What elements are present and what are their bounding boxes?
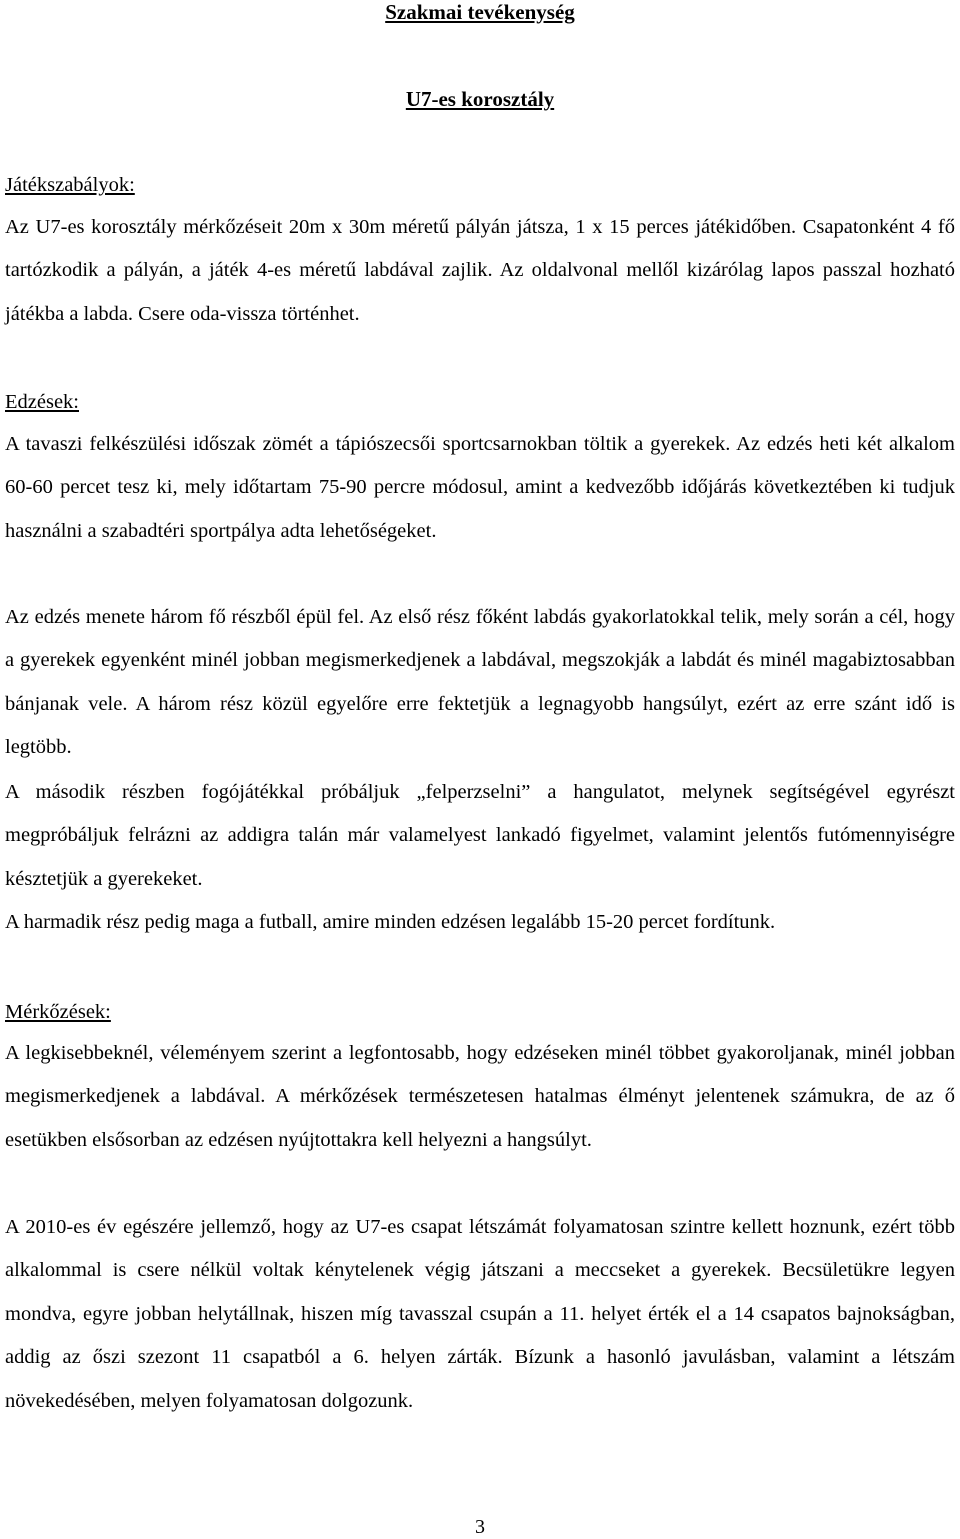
matches-paragraph-2: A 2010-es év egészére jellemző, hogy az U7-es csapat létszámát folyamatosan szintre kellett hoznunk, ezért több alkalommal is csere nélkül voltak kénytelenek végig játszani a meccseket a gyerekek. Becsületükre legyen mondva, egyre jobban helytállnak, hiszen míg tavasszal csupán a 11. helyet érték el a 14 csapatos bajnokságban, addig az őszi szezont 11 csapatból a 6. helyen zárták. Bízunk a hasonló javulásban, valamint a létszám növekedésében, melyen folyamatosan dolgozunk. xyxy=(5,1216,955,1412)
page-title: Szakmai tevékenység xyxy=(385,0,575,24)
matches-paragraph-1: A legkisebbeknél, véleményem szerint a legfontosabb, hogy edzéseken minél többet gyakoroljanak, minél jobban megismerkedjenek a labdával. A mérkőzések természetesen hatalmas élményt jelentenek számukra, de az ő esetükben elsősorban az edzésen nyújtottakra kell helyezni a hangsúlyt. xyxy=(5,1042,955,1151)
trainings-paragraph-1: A tavaszi felkészülési időszak zömét a tápiószecsői sportcsarnokban töltik a gyerekek. Az edzés heti két alkalom 60-60 percet tesz ki, mely időtartam 75-90 percre módosul, amint a kedvezőbb időjárás következtében ki tudjuk használni a szabadtéri sportpálya adta lehetőségeket. xyxy=(5,433,955,542)
trainings-paragraph-2: Az edzés menete három fő részből épül fel. Az első rész főként labdás gyakorlatokkal telik, mely során a cél, hogy a gyerekek egyenként minél jobban megismerkedjenek a labdával, megszokják a labdát és minél magabiztosabban bánjanak vele. A három rész közül egyelőre erre fektetjük a legnagyobb hangsúlyt, ezért az erre szánt idő is legtöbb. xyxy=(5,606,955,759)
trainings-paragraph-4: A harmadik rész pedig maga a futball, amire minden edzésen legalább 15-20 percet fordítunk. xyxy=(5,911,776,933)
page-number: 3 xyxy=(475,1516,485,1538)
section-heading-trainings: Edzések: xyxy=(5,391,79,413)
trainings-paragraph-3: A második részben fogójátékkal próbáljuk „felperzselni” a hangulatot, melynek segítségével egyrészt megpróbáljuk felrázni az addigra talán már valamelyest lankadó figyelmet, valamint jelentős futómennyiségre késztetjük a gyerekeket. xyxy=(5,781,955,890)
page-title-wrap xyxy=(5,0,955,24)
page-subtitle: U7-es korosztály xyxy=(405,87,555,111)
rules-paragraph: Az U7-es korosztály mérkőzéseit 20m x 30m méretű pályán játsza, 1 x 15 perces játékidőben. Csapatonként 4 fő tartózkodik a pályán, a játék 4-es méretű labdával zajlik. Az oldalvonal mellől kizárólag lapos passzal hozható játékba a labda. Csere oda-vissza történhet. xyxy=(5,216,955,325)
section-heading-rules: Játékszabályok: xyxy=(5,174,135,196)
page-subtitle-wrap xyxy=(5,87,955,111)
section-heading-matches: Mérkőzések: xyxy=(5,1001,111,1023)
